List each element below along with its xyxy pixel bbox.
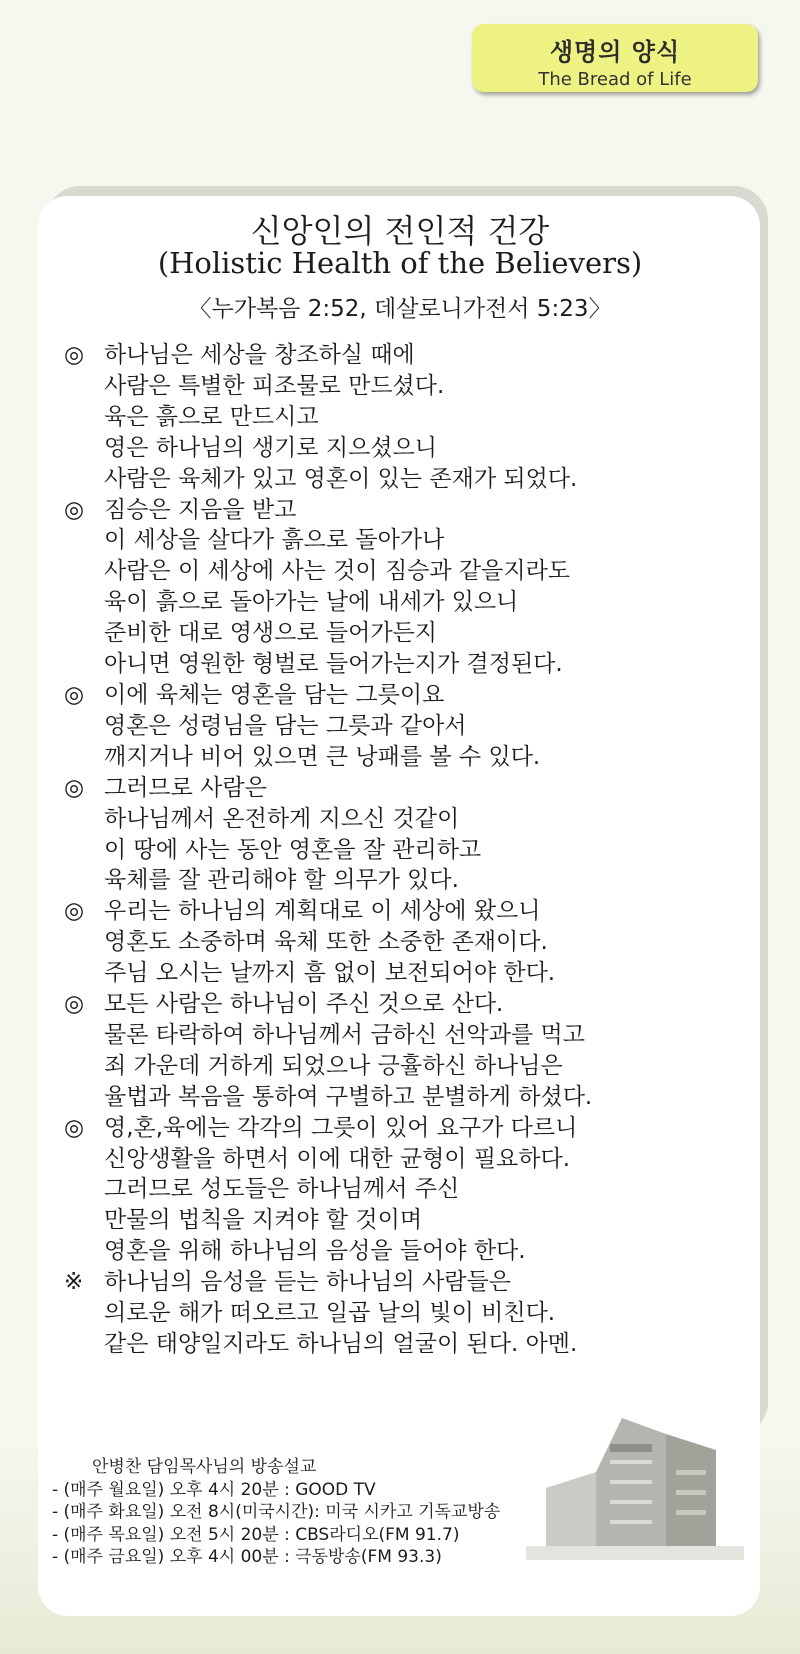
text-line: 영,혼,육에는 각각의 그릇이 있어 요구가 다르니 bbox=[104, 1114, 578, 1141]
text-line: 그러므로 성도들은 하나님께서 주신 bbox=[104, 1176, 460, 1203]
bullet-mark: ◎ bbox=[64, 1114, 85, 1141]
bullet-mark: ◎ bbox=[64, 496, 85, 523]
section-7 bbox=[64, 1113, 754, 1268]
text-line: 육체를 잘 관리해야 할 의무가 있다. bbox=[104, 867, 459, 894]
bullet-mark: ◎ bbox=[64, 898, 85, 925]
text-line: 영혼도 소중하며 육체 또한 소중한 존재이다. bbox=[104, 929, 548, 956]
text-line: 만물의 법칙을 지켜야 할 것이며 bbox=[104, 1207, 423, 1234]
scripture-reference: 〈누가복음 2:52, 데살로니가전서 5:23〉 bbox=[188, 296, 612, 322]
text-line: 영은 하나님의 생기로 지으셨으니 bbox=[104, 434, 437, 461]
text-line: 모든 사람은 하나님이 주신 것으로 산다. bbox=[104, 991, 504, 1018]
note-mark: ※ bbox=[64, 1269, 84, 1296]
section-tag bbox=[472, 24, 758, 92]
text-line: 주님 오시는 날까지 흠 없이 보전되어야 한다. bbox=[104, 960, 556, 987]
section-2 bbox=[64, 495, 754, 680]
text-line: 우리는 하나님의 계획대로 이 세상에 왔으니 bbox=[104, 898, 541, 925]
church-building-image bbox=[526, 1410, 744, 1560]
text-line: 영혼은 성령님을 담는 그릇과 같아서 bbox=[104, 712, 467, 739]
broadcast-item: - (매주 목요일) 오전 5시 20분 : CBS라디오(FM 91.7) bbox=[52, 1524, 460, 1545]
bullet-mark: ◎ bbox=[64, 681, 85, 708]
article-body bbox=[64, 340, 754, 1360]
text-line: 율법과 복음을 통하여 구별하고 분별하게 하셨다. bbox=[104, 1083, 593, 1110]
text-line: 영혼을 위해 하나님의 음성을 들어야 한다. bbox=[104, 1238, 526, 1265]
text-line: 죄 가운데 거하게 되었으나 긍휼하신 하나님은 bbox=[104, 1052, 563, 1079]
bullet-mark: ◎ bbox=[64, 774, 85, 801]
article-subtitle: (Holistic Health of the Believers) bbox=[157, 246, 643, 280]
text-line: 육은 흙으로 만드시고 bbox=[104, 403, 319, 430]
section-3 bbox=[64, 680, 754, 773]
bullet-mark: ◎ bbox=[64, 991, 85, 1018]
section-1 bbox=[64, 340, 754, 495]
text-line: 그러므로 사람은 bbox=[104, 774, 267, 801]
broadcast-item: - (매주 화요일) 오전 8시(미국시간): 미국 시카고 기독교방송 bbox=[52, 1502, 501, 1522]
text-line: 물론 타락하여 하나님께서 금하신 선악과를 먹고 bbox=[104, 1021, 585, 1048]
broadcast-item: - (매주 금요일) 오후 4시 00분 : 극동방송(FM 93.3) bbox=[52, 1547, 442, 1567]
text-line: 깨지거나 비어 있으면 큰 낭패를 볼 수 있다. bbox=[104, 743, 541, 770]
section-6 bbox=[64, 989, 754, 1113]
article-title: 신앙인의 전인적 건강 bbox=[250, 212, 550, 250]
text-line: 이 세상을 살다가 흙으로 돌아가나 bbox=[104, 527, 445, 554]
text-line: 하나님은 세상을 창조하실 때에 bbox=[104, 342, 415, 368]
text-line: 같은 태양일지라도 하나님의 얼굴이 된다. 아멘. bbox=[104, 1331, 578, 1357]
section-tag-english: The Bread of Life bbox=[538, 69, 692, 90]
broadcast-heading: 안병찬 담임목사님의 방송설교 bbox=[92, 1457, 317, 1477]
text-line: 의로운 해가 떠오르고 일곱 날의 빛이 비친다. bbox=[104, 1300, 556, 1327]
text-line: 짐승은 지음을 받고 bbox=[104, 496, 297, 523]
broadcast-item: - (매주 월요일) 오후 4시 20분 : GOOD TV bbox=[52, 1479, 376, 1500]
text-line: 사람은 특별한 피조물로 만드셨다. bbox=[104, 372, 445, 399]
text-line: 하나님께서 온전하게 지으신 것같이 bbox=[104, 805, 460, 832]
section-note bbox=[64, 1267, 754, 1360]
text-line: 사람은 육체가 있고 영혼이 있는 존재가 되었다. bbox=[104, 465, 578, 492]
section-tag-korean: 생명의 양식 bbox=[549, 38, 681, 66]
broadcast-info bbox=[52, 1456, 500, 1569]
text-line: 준비한 대로 영생으로 들어가든지 bbox=[104, 620, 437, 647]
bullet-mark: ◎ bbox=[64, 342, 85, 368]
text-line: 이 땅에 사는 동안 영혼을 잘 관리하고 bbox=[104, 836, 482, 863]
text-line: 이에 육체는 영혼을 담는 그릇이요 bbox=[104, 681, 445, 708]
text-line: 육이 흙으로 돌아가는 날에 내세가 있으니 bbox=[104, 589, 519, 616]
text-line: 신앙생활을 하면서 이에 대한 균형이 필요하다. bbox=[104, 1145, 571, 1172]
section-5 bbox=[64, 896, 754, 989]
section-4 bbox=[64, 773, 754, 897]
text-line: 사람은 이 세상에 사는 것이 짐승과 같을지라도 bbox=[104, 558, 571, 585]
text-line: 하나님의 음성을 듣는 하나님의 사람들은 bbox=[104, 1269, 511, 1296]
text-line: 아니면 영원한 형벌로 들어가는지가 결정된다. bbox=[104, 651, 563, 678]
